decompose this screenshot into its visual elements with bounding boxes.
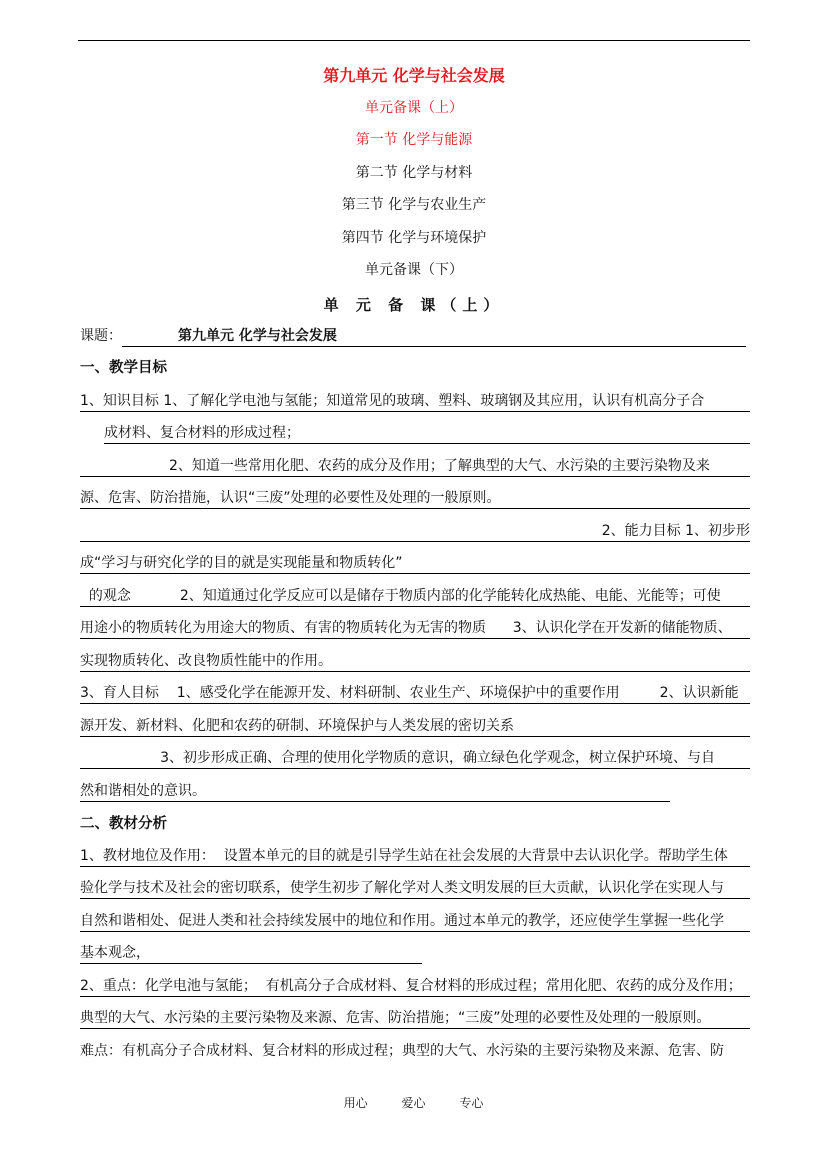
toc-item: 第四节 化学与环境保护 xyxy=(341,230,487,246)
course-label: 课题： xyxy=(80,328,122,344)
toc-item: 单元备课（上） xyxy=(365,100,463,116)
text-line: 成材料、复合材料的形成过程； xyxy=(104,423,750,444)
footer-word: 专心 xyxy=(459,1096,484,1110)
header-rule xyxy=(78,40,750,41)
text-line: 难点：有机高分子合成材料、复合材料的形成过程；典型的大气、水污染的主要污染物及来源、危害、防 xyxy=(80,1043,724,1059)
text-line: 的观念 2、知道通过化学反应可以是储存于物质内部的化学能转化成热能、电能、光能等；可使 xyxy=(80,586,750,607)
section-subheading: 单 元 备 课（上） xyxy=(323,296,505,314)
text-line: 1、教材地位及作用： 设置本单元的目的就是引导学生站在社会发展的大背景中去认识化学。帮助学生体 xyxy=(80,846,750,867)
toc-item: 第一节 化学与能源 xyxy=(355,132,473,148)
text-line: 基本观念， xyxy=(80,943,422,964)
text-line: 2、知道一些常用化肥、农药的成分及作用；了解典型的大气、水污染的主要污染物及来 xyxy=(80,456,750,477)
text-line: 验化学与技术及社会的密切联系，使学生初步了解化学对人类文明发展的巨大贡献，认识化学在实现人与 xyxy=(80,878,750,899)
course-value: 第九单元 化学与社会发展 xyxy=(122,326,746,347)
text-line: 源、危害、防治措施，认识“三废”处理的必要性及处理的一般原则。 xyxy=(80,488,750,509)
text-line: 典型的大气、水污染的主要污染物及来源、危害、防治措施；“三废”处理的必要性及处理的一般原则。 xyxy=(80,1008,750,1029)
text-line: 成“学习与研究化学的目的就是实现能量和物质转化” xyxy=(80,553,750,574)
toc-item: 第二节 化学与材料 xyxy=(355,165,473,181)
text-line: 源开发、新材料、化肥和农药的研制、环境保护与人类发展的密切关系 xyxy=(80,716,750,737)
footer-word: 用心 xyxy=(343,1096,368,1110)
toc-item: 第三节 化学与农业生产 xyxy=(341,197,487,213)
section-heading: 一、教学目标 xyxy=(80,360,167,376)
page-footer xyxy=(0,1094,827,1111)
unit-title: 第九单元 化学与社会发展 xyxy=(323,66,505,85)
text-line: 然和谐相处的意识。 xyxy=(80,781,670,802)
section-heading: 二、教材分析 xyxy=(80,816,167,832)
text-line: 3、初步形成正确、合理的使用化学物质的意识，确立绿色化学观念，树立保护环境、与自 xyxy=(80,748,750,769)
text-line: 1、知识目标 1、了解化学电池与氢能；知道常见的玻璃、塑料、玻璃钢及其应用，认识有机高分子合 xyxy=(80,391,750,412)
footer-word: 爱心 xyxy=(401,1096,426,1110)
text-line: 用途小的物质转化为用途大的物质、有害的物质转化为无害的物质 3、认识化学在开发新的储能物质、 xyxy=(80,618,750,639)
text-line: 实现物质转化、改良物质性能中的作用。 xyxy=(80,651,750,672)
course-line xyxy=(80,326,750,347)
text-line: 2、能力目标 1、初步形 xyxy=(80,521,750,542)
toc-item: 单元备课（下） xyxy=(365,262,463,278)
text-line: 3、育人目标 1、感受化学在能源开发、材料研制、农业生产、环境保护中的重要作用 2、认识新能 xyxy=(80,683,750,704)
text-line: 2、重点：化学电池与氢能； 有机高分子合成材料、复合材料的形成过程；常用化肥、农药的成分及作用； xyxy=(80,976,750,997)
text-line: 自然和谐相处、促进人类和社会持续发展中的地位和作用。通过本单元的教学，还应使学生掌握一些化学 xyxy=(80,911,750,932)
